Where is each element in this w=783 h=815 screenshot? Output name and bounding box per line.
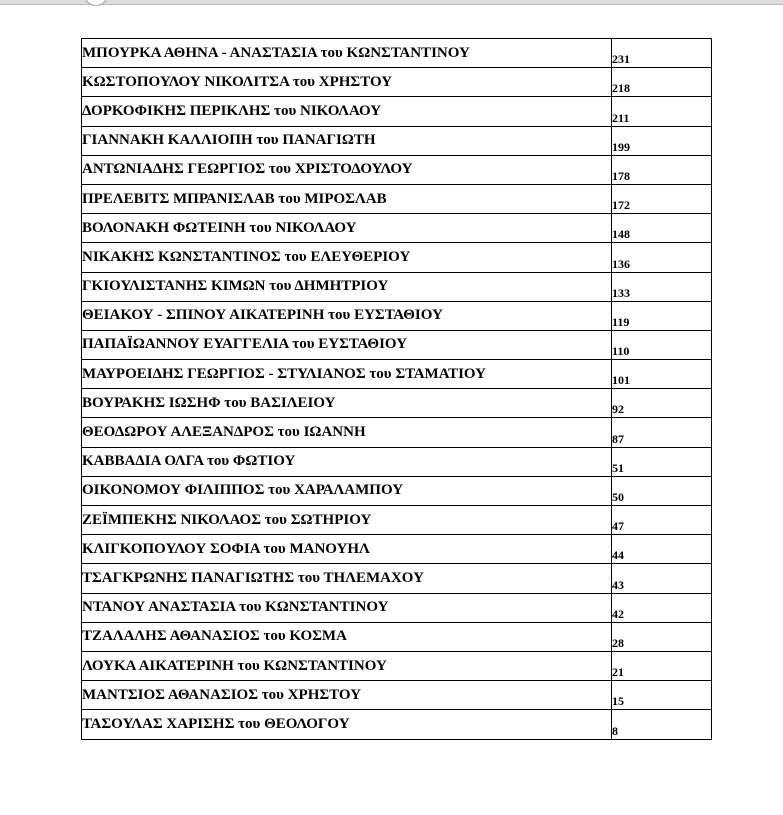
table-row xyxy=(82,389,712,418)
candidate-name-cell: ΚΩΣΤΟΠΟΥΛΟΥ ΝΙΚΟΛΙΤΣΑ του ΧΡΗΣΤΟΥ xyxy=(82,68,612,97)
candidate-name-cell: ΑΝΤΩΝΙΑΔΗΣ ΓΕΩΡΓΙΟΣ του ΧΡΙΣΤΟΔΟΥΛΟΥ xyxy=(82,155,612,184)
table-row xyxy=(82,593,712,622)
table-row xyxy=(82,447,712,476)
vote-count-cell: 110 xyxy=(612,330,712,359)
table-row xyxy=(82,476,712,505)
candidate-name-cell: ΝΙΚΑΚΗΣ ΚΩΝΣΤΑΝΤΙΝΟΣ του ΕΛΕΥΘΕΡΙΟΥ xyxy=(82,243,612,272)
candidate-votes-table xyxy=(81,38,712,740)
table-row xyxy=(82,418,712,447)
table-row xyxy=(82,330,712,359)
vote-count-cell: 101 xyxy=(612,360,712,389)
vote-count-cell: 43 xyxy=(612,564,712,593)
table-row xyxy=(82,272,712,301)
vote-count-cell: 136 xyxy=(612,243,712,272)
candidate-name-cell: ΜΠΟΥΡΚΑ ΑΘΗΝΑ - ΑΝΑΣΤΑΣΙΑ του ΚΩΝΣΤΑΝΤΙΝΟΥ xyxy=(82,39,612,68)
vote-count-cell: 15 xyxy=(612,681,712,710)
table-row xyxy=(82,506,712,535)
table-row xyxy=(82,301,712,330)
candidate-name-cell: ΠΡΕΛΕΒΙΤΣ ΜΠΡΑΝΙΣΛΑΒ του ΜΙΡΟΣΛΑΒ xyxy=(82,184,612,213)
table-row xyxy=(82,68,712,97)
table-row xyxy=(82,535,712,564)
vote-count-cell: 87 xyxy=(612,418,712,447)
candidate-name-cell: ΤΑΣΟΥΛΑΣ ΧΑΡΙΣΗΣ του ΘΕΟΛΟΓΟΥ xyxy=(82,710,612,739)
table-row xyxy=(82,622,712,651)
table-row xyxy=(82,97,712,126)
candidate-name-cell: ΖΕΪΜΠΕΚΗΣ ΝΙΚΟΛΑΟΣ του ΣΩΤΗΡΙΟΥ xyxy=(82,506,612,535)
candidate-name-cell: ΚΛΙΓΚΟΠΟΥΛΟΥ ΣΟΦΙΑ του ΜΑΝΟΥΗΛ xyxy=(82,535,612,564)
candidate-name-cell: ΔΟΡΚΟΦΙΚΗΣ ΠΕΡΙΚΛΗΣ του ΝΙΚΟΛΑΟΥ xyxy=(82,97,612,126)
vote-count-cell: 211 xyxy=(612,97,712,126)
candidate-name-cell: ΚΑΒΒΑΔΙΑ ΟΛΓΑ του ΦΩΤΙΟΥ xyxy=(82,447,612,476)
table-row xyxy=(82,214,712,243)
candidate-name-cell: ΤΣΑΓΚΡΩΝΗΣ ΠΑΝΑΓΙΩΤΗΣ του ΤΗΛΕΜΑΧΟΥ xyxy=(82,564,612,593)
vote-count-cell: 28 xyxy=(612,622,712,651)
vote-count-cell: 231 xyxy=(612,39,712,68)
vote-count-cell: 47 xyxy=(612,506,712,535)
table-row xyxy=(82,710,712,739)
candidate-name-cell: ΓΙΑΝΝΑΚΗ ΚΑΛΛΙΟΠΗ του ΠΑΝΑΓΙΩΤΗ xyxy=(82,126,612,155)
vote-count-cell: 92 xyxy=(612,389,712,418)
candidate-name-cell: ΝΤΑΝΟΥ ΑΝΑΣΤΑΣΙΑ του ΚΩΝΣΤΑΝΤΙΝΟΥ xyxy=(82,593,612,622)
candidate-name-cell: ΛΟΥΚΑ ΑΙΚΑΤΕΡΙΝΗ του ΚΩΝΣΤΑΝΤΙΝΟΥ xyxy=(82,651,612,680)
vote-count-cell: 172 xyxy=(612,184,712,213)
table-row xyxy=(82,155,712,184)
table-row xyxy=(82,651,712,680)
candidate-name-cell: ΒΟΥΡΑΚΗΣ ΙΩΣΗΦ του ΒΑΣΙΛΕΙΟΥ xyxy=(82,389,612,418)
vote-count-cell: 8 xyxy=(612,710,712,739)
vote-count-cell: 148 xyxy=(612,214,712,243)
vote-count-cell: 21 xyxy=(612,651,712,680)
table-body xyxy=(82,39,712,740)
table-row xyxy=(82,39,712,68)
candidate-name-cell: ΟΙΚΟΝΟΜΟΥ ΦΙΛΙΠΠΟΣ του ΧΑΡΑΛΑΜΠΟΥ xyxy=(82,476,612,505)
vote-count-cell: 178 xyxy=(612,155,712,184)
vote-count-cell: 51 xyxy=(612,447,712,476)
table-row xyxy=(82,360,712,389)
vote-count-cell: 42 xyxy=(612,593,712,622)
candidate-name-cell: ΘΕΟΔΩΡΟΥ ΑΛΕΞΑΝΔΡΟΣ του ΙΩΑΝΝΗ xyxy=(82,418,612,447)
candidate-name-cell: ΘΕΙΑΚΟΥ - ΣΠΙΝΟΥ ΑΙΚΑΤΕΡΙΝΗ του ΕΥΣΤΑΘΙΟΥ xyxy=(82,301,612,330)
vote-count-cell: 218 xyxy=(612,68,712,97)
table-row xyxy=(82,184,712,213)
candidate-name-cell: ΓΚΙΟΥΛΙΣΤΑΝΗΣ ΚΙΜΩΝ του ΔΗΜΗΤΡΙΟΥ xyxy=(82,272,612,301)
table-row xyxy=(82,243,712,272)
vote-count-cell: 119 xyxy=(612,301,712,330)
table-row xyxy=(82,681,712,710)
candidate-name-cell: ΒΟΛΟΝΑΚΗ ΦΩΤΕΙΝΗ του ΝΙΚΟΛΑΟΥ xyxy=(82,214,612,243)
viewer-top-edge xyxy=(0,0,783,5)
candidate-name-cell: ΜΑΥΡΟΕΙΔΗΣ ΓΕΩΡΓΙΟΣ - ΣΤΥΛΙΑΝΟΣ του ΣΤΑΜΑΤΙΟΥ xyxy=(82,360,612,389)
candidate-name-cell: ΜΑΝΤΣΙΟΣ ΑΘΑΝΑΣΙΟΣ του ΧΡΗΣΤΟΥ xyxy=(82,681,612,710)
vote-count-cell: 50 xyxy=(612,476,712,505)
candidate-name-cell: ΤΖΑΛΑΛΗΣ ΑΘΑΝΑΣΙΟΣ του ΚΟΣΜΑ xyxy=(82,622,612,651)
table-row xyxy=(82,564,712,593)
vote-count-cell: 133 xyxy=(612,272,712,301)
vote-count-cell: 44 xyxy=(612,535,712,564)
vote-count-cell: 199 xyxy=(612,126,712,155)
candidate-name-cell: ΠΑΠΑΪΩΑΝΝΟΥ ΕΥΑΓΓΕΛΙΑ του ΕΥΣΤΑΘΙΟΥ xyxy=(82,330,612,359)
table-row xyxy=(82,126,712,155)
